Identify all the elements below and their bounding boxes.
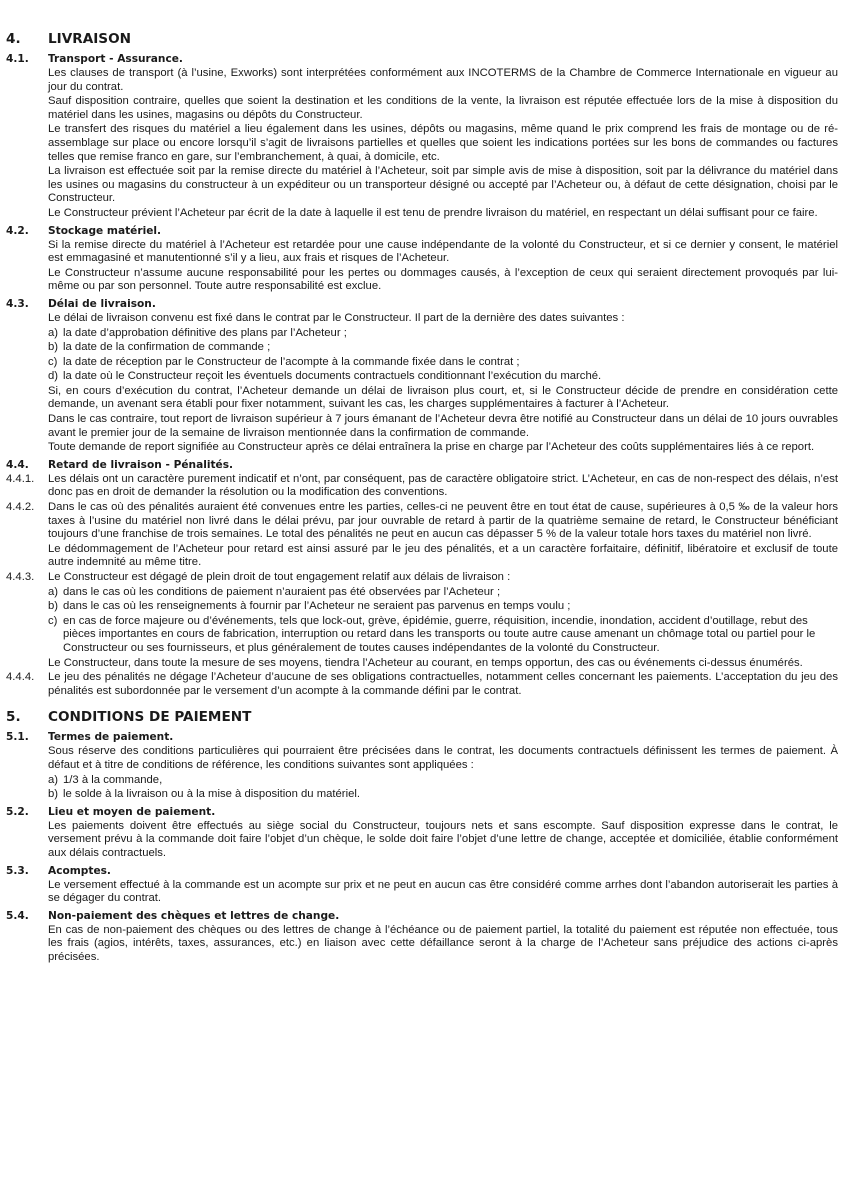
list-item [48, 341, 838, 355]
clause-number: 4.4.4. [6, 671, 35, 684]
paragraph: Le Constructeur n’assume aucune responsabilité pour les pertes ou dommages causés, à l’exception de ceux qui seraient directement provoqués par lui-même ou par son personnel. Toute autre responsabilité est exclue. [48, 266, 838, 293]
paragraph: Dans le cas contraire, tout report de livraison supérieur à 7 jours émanant de l’Acheteur devra être notifié au Constructeur dans un délai de 10 jours ouvrables avant le premier jour de la semaine de livraison mentionnée dans la confirmation de commande. [48, 413, 838, 439]
list-letter: b) [48, 341, 59, 354]
subsection-heading [6, 730, 838, 744]
list-item [48, 600, 838, 614]
subsection-number: 4.4. [6, 458, 29, 471]
section-number: 4. [6, 31, 21, 47]
subsection-heading [6, 458, 838, 472]
list-letter: c) [48, 355, 58, 368]
list-item [48, 615, 838, 656]
section-number: 5. [6, 709, 21, 726]
subsection-heading [6, 224, 838, 238]
paragraph: En cas de non-paiement des chèques ou des lettres de change à l’échéance ou de paiement partiel, la totalité du paiement est réputée non effectuée, tous les frais (agios, intérêts, taxes, assurances, etc.) en liaison avec cette défaillance seront à la charge de l’Acheteur sans préjudice des actions ci-après précisées. [48, 923, 838, 963]
subsection-number: 5.1. [6, 731, 29, 744]
subsection-heading [6, 52, 838, 66]
paragraph: Sous réserve des conditions particulières qui pourraient être précisées dans le contrat, les documents contractuels définissent les termes de paiement. À défaut et à titre de conditions de référence, les conditions suivantes sont appliquées : [48, 745, 838, 771]
numbered-clause [6, 473, 838, 500]
subsection-title: Lieu et moyen de paiement. [48, 805, 216, 818]
list-letter: a) [48, 773, 59, 786]
list-text: la date d’approbation définitive des plans par l’Acheteur ; [63, 326, 347, 339]
list-text: le solde à la livraison ou à la mise à disposition du matériel. [63, 788, 361, 801]
list-text: la date où le Constructeur reçoit les éventuels documents contractuels conditionnant l’exécution du marché. [63, 370, 602, 383]
paragraph: Le dédommagement de l’Acheteur pour retard est ainsi assuré par le jeu des pénalités, et a un caractère forfaitaire, définitif, libératoire et exclusif de toute autre indemnité au même titre. [48, 542, 838, 569]
paragraph: Le Constructeur prévient l’Acheteur par écrit de la date à laquelle il est tenu de prendre livraison du matériel, en respectant un délai suffisant pour ce faire. [48, 206, 818, 219]
list-item [48, 774, 838, 788]
subsection-heading [6, 909, 838, 923]
clause-number: 4.4.1. [6, 472, 35, 485]
paragraph: Le transfert des risques du matériel a lieu également dans les usines, dépôts ou magasins, même quand le prix comprend les frais de montage ou de ré-assemblage sur place ou encore lorsqu’il s’agit de livraisons partielles et quelles que soient les indications portées sur les bons de commandes ou factures telles que remise franco en gare, sur l’embranchement, à quai, à domicile, etc. [48, 123, 838, 163]
paragraph: Le versement effectué à la commande est un acompte sur prix et ne peut en aucun cas être considéré comme arrhes dont l’abandon autoriserait les parties à se dégager du contrat. [48, 878, 838, 905]
section-spacer [6, 701, 838, 708]
subsection-non-paiement [6, 909, 838, 965]
subsection-lieu-moyen [6, 805, 838, 861]
subsection-retard [6, 458, 838, 699]
list-letter: a) [48, 585, 59, 598]
subsection-number: 4.1. [6, 53, 29, 65]
list-letter: b) [48, 600, 59, 613]
list-item [48, 586, 838, 600]
list-item [48, 788, 838, 802]
subsection-heading [6, 805, 838, 819]
subsection-title: Délai de livraison. [48, 297, 156, 310]
section-conditions-paiement [6, 708, 838, 964]
paragraph: Si la remise directe du matériel à l’Acheteur est retardée pour une cause indépendante de la volonté du Constructeur, et si ce dernier y consent, le matériel est emmagasiné et manutentionné s’il y a lieu, aux frais et risques de l’Acheteur. [48, 238, 838, 265]
list-text: dans le cas où les conditions de paiement n’auraient pas été observées par l’Acheteur ; [63, 585, 501, 598]
list-text: 1/3 à la commande, [63, 773, 163, 786]
numbered-clause [6, 501, 838, 542]
section-title: CONDITIONS DE PAIEMENT [48, 709, 252, 726]
list-text: la date de réception par le Constructeur de l’acompte à la commande fixée dans le contrat ; [63, 355, 520, 368]
list-letter: c) [48, 614, 58, 627]
clause-text: Le Constructeur est dégagé de plein droit de tout engagement relatif aux délais de livraison : [48, 571, 511, 583]
subsection-acomptes [6, 864, 838, 906]
list-item [48, 327, 838, 341]
subsection-title: Retard de livraison - Pénalités. [48, 458, 234, 471]
list-letter: a) [48, 326, 59, 339]
paragraph: Les clauses de transport (à l’usine, Exworks) sont interprétées conformément aux INCOTERMS de la Chambre de Commerce Internationale en vigueur au jour du contrat. [48, 67, 838, 93]
list-item [48, 356, 838, 370]
subsection-termes [6, 730, 838, 801]
subsection-number: 5.3. [6, 864, 29, 877]
subsection-number: 5.2. [6, 805, 29, 818]
list-letter: d) [48, 370, 59, 383]
list-text: dans le cas où les renseignements à fournir par l’Acheteur ne seraient pas parvenus en temps voulu ; [63, 600, 571, 613]
list-text: en cas de force majeure ou d’événements, tels que lock-out, grève, épidémie, guerre, réquisition, incendie, inondation, accident d’outillage, rebut des pièces importantes en cours de fabrication, interruption ou retard dans les transports ou toute autre cause amenant un chômage total ou partiel pour le Constructeur ou ses fournisseurs, et plus généralement de toutes causes indépendantes de la volonté du Constructeur. [63, 614, 816, 654]
subsection-transport [6, 52, 838, 221]
subsection-heading [6, 297, 838, 311]
subsection-stockage [6, 224, 838, 294]
subsection-number: 4.2. [6, 224, 29, 237]
subsection-title: Termes de paiement. [48, 731, 174, 744]
subsection-number: 4.3. [6, 297, 29, 310]
clause-text: Dans le cas où des pénalités auraient été convenues entre les parties, celles-ci ne peuvent être en tout état de cause, supérieures à 0,5 ‰ de la valeur hors taxes à l’usine du matériel non livré dans le délai prévu, par jour ouvrable de retard à partir de la quatrième semaine de retard, le Constructeur bénéficiant toujours d’une franchise de trois semaines. Le total des pénalités ne peut en aucun cas dépasser 5 % de la valeur totale hors taxes du matériel non livré. [48, 501, 838, 541]
paragraph: Sauf disposition contraire, quelles que soient la destination et les conditions de la vente, la livraison est réputée effectuée lors de la mise à disposition du matériel dans les usines, magasins ou dépôts du Constructeur. [48, 95, 838, 121]
clause-number: 4.4.2. [6, 501, 35, 514]
section-livraison [6, 30, 838, 698]
section-title: LIVRAISON [48, 31, 132, 47]
paragraph: Le délai de livraison convenu est fixé dans le contrat par le Constructeur. Il part de la dernière des dates suivantes : [48, 311, 625, 324]
clause-text: Le jeu des pénalités ne dégage l’Acheteur d’aucune de ses obligations contractuelles, notamment celles concernant les paiements. L’acceptation du jeu des pénalités est subordonnée par le versement d’un acompte à la commande défini par le contrat. [48, 671, 838, 697]
paragraph: Le Constructeur, dans toute la mesure de ses moyens, tiendra l’Acheteur au courant, en temps opportun, des cas ou événements ci-dessus énumérés. [48, 656, 803, 669]
subsection-title: Acomptes. [48, 864, 111, 877]
numbered-clause [6, 571, 838, 585]
list-letter: b) [48, 788, 59, 801]
section-heading [6, 30, 838, 48]
subsection-delai [6, 297, 838, 455]
clause-number: 4.4.3. [6, 571, 35, 583]
subsection-title: Non-paiement des chèques et lettres de change. [48, 909, 340, 922]
numbered-clause [6, 671, 838, 698]
subsection-title: Transport - Assurance. [48, 53, 183, 65]
paragraph: Les paiements doivent être effectués au siège social du Constructeur, toujours nets et sans escompte. Sauf disposition expresse dans le contrat, le versement prévu à la commande doit faire l’objet d’un chèque, le solde doit faire l’objet d’une lettre de change, acceptée et domiciliée, établie conformément aux délais contractuels. [48, 819, 838, 859]
list-item [48, 370, 838, 384]
paragraph: Toute demande de report signifiée au Constructeur après ce délai entraînera la prise en charge par l’Acheteur des coûts supplémentaires liés à ce report. [48, 441, 815, 454]
subsection-title: Stockage matériel. [48, 224, 162, 237]
subsection-number: 5.4. [6, 909, 29, 922]
list-text: la date de la confirmation de commande ; [63, 341, 271, 354]
clause-text: Les délais ont un caractère purement indicatif et n’ont, par conséquent, pas de caractère obligatoire strict. L’Acheteur, en cas de non-respect des délais, n’est donc pas en droit de demander la résolution ou la modification des conventions. [48, 472, 838, 499]
paragraph: La livraison est effectuée soit par la remise directe du matériel à l’Acheteur, soit par simple avis de mise à disposition, soit par la délivrance du matériel dans les usines ou magasins du constructeur à un expéditeur ou un transporteur désigné ou accepté par l’Acheteur ou, à défaut de cette désignation, choisi par le Constructeur. [48, 165, 838, 205]
paragraph: Si, en cours d’exécution du contrat, l’Acheteur demande un délai de livraison plus court, et, si le Constructeur décide de prendre en considération cette demande, un avenant sera établi pour fixer notamment, suivant les cas, les charges supplémentaires à facturer à l’Acheteur. [48, 384, 838, 411]
subsection-heading [6, 864, 838, 878]
section-heading [6, 708, 838, 726]
